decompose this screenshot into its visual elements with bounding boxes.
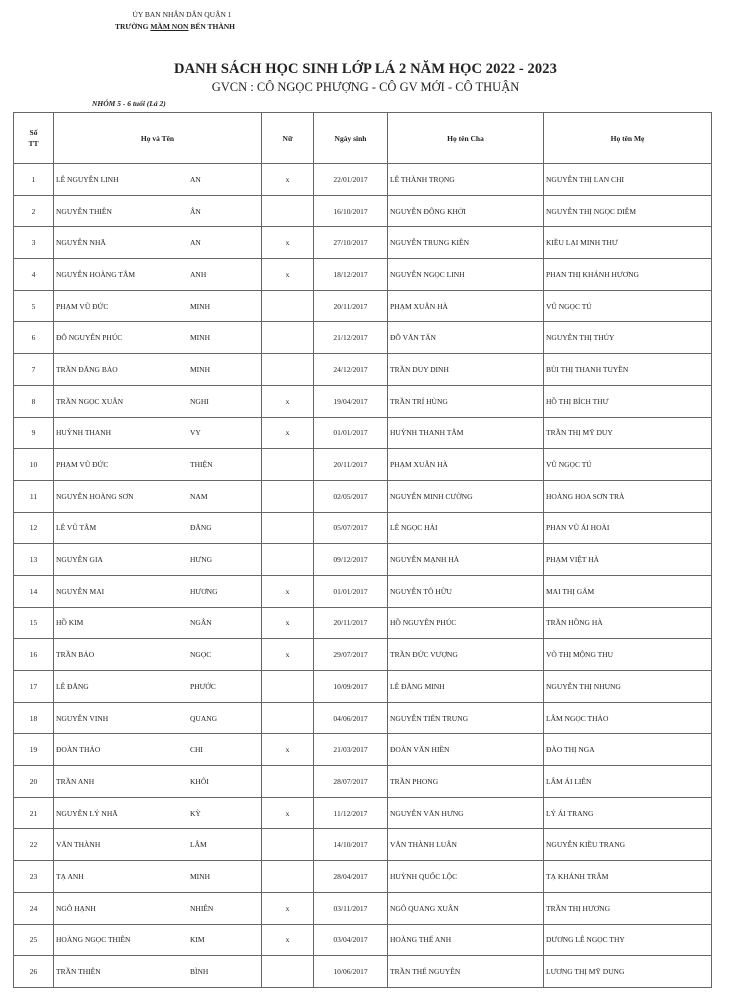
first-name: AN <box>190 238 201 248</box>
cell-mother: LƯƠNG THỊ MỸ DUNG <box>544 956 712 988</box>
table-row <box>14 829 712 861</box>
cell-father: NGUYỄN MẠNH HÀ <box>388 544 544 576</box>
cell-mother: NGUYỄN KIỀU TRANG <box>544 829 712 861</box>
cell-dob: 21/03/2017 <box>314 734 388 766</box>
cell-dob: 14/10/2017 <box>314 829 388 861</box>
cell-female <box>262 829 314 861</box>
table-row <box>14 227 712 259</box>
cell-dob: 29/07/2017 <box>314 639 388 671</box>
cell-dob: 28/07/2017 <box>314 766 388 798</box>
cell-mother: PHẠM VIỆT HÀ <box>544 544 712 576</box>
cell-dob: 01/01/2017 <box>314 417 388 449</box>
cell-father: TRẦN THẾ NGUYÊN <box>388 956 544 988</box>
cell-full-name <box>54 195 262 227</box>
cell-stt: 10 <box>14 449 54 481</box>
table-row <box>14 164 712 196</box>
cell-stt: 8 <box>14 385 54 417</box>
first-name: PHƯỚC <box>190 681 216 691</box>
cell-stt: 11 <box>14 480 54 512</box>
cell-father: TRẦN ĐỨC VƯỢNG <box>388 639 544 671</box>
cell-full-name <box>54 227 262 259</box>
cell-mother: VŨ NGỌC TÚ <box>544 290 712 322</box>
last-middle-name: NGUYỄN HOÀNG TÂM <box>56 269 136 279</box>
cell-dob: 01/01/2017 <box>314 575 388 607</box>
table-row <box>14 607 712 639</box>
first-name: NHIÊN <box>190 903 214 913</box>
cell-father: NGÔ QUANG XUÂN <box>388 892 544 924</box>
table-row <box>14 449 712 481</box>
cell-dob: 16/10/2017 <box>314 195 388 227</box>
last-middle-name: TRẦN THIÊN <box>56 967 101 977</box>
full-name <box>56 175 259 184</box>
cell-female <box>262 195 314 227</box>
full-name <box>56 523 259 532</box>
cell-mother: KIỀU LẠI MINH THƯ <box>544 227 712 259</box>
first-name: VY <box>190 428 201 438</box>
cell-female <box>262 861 314 893</box>
full-name <box>56 714 259 723</box>
cell-female <box>262 290 314 322</box>
table-row <box>14 671 712 703</box>
column-header-name: Họ và Tên <box>54 113 262 164</box>
cell-mother: TẠ KHÁNH TRÂM <box>544 861 712 893</box>
cell-mother: HỒ THỊ BÍCH THƯ <box>544 385 712 417</box>
full-name <box>56 555 259 564</box>
last-middle-name: NGUYỄN THIÊN <box>56 206 112 216</box>
cell-father: HUỲNH QUỐC LỘC <box>388 861 544 893</box>
first-name: HƯƠNG <box>190 586 218 596</box>
table-row <box>14 956 712 988</box>
table-row <box>14 892 712 924</box>
cell-stt: 3 <box>14 227 54 259</box>
cell-father: HỒ NGUYÊN PHÚC <box>388 607 544 639</box>
last-middle-name: TRẦN BẢO <box>56 650 95 660</box>
cell-stt: 16 <box>14 639 54 671</box>
cell-stt: 6 <box>14 322 54 354</box>
cell-stt: 15 <box>14 607 54 639</box>
first-name: BÌNH <box>190 967 209 977</box>
column-header-female: Nữ <box>262 113 314 164</box>
cell-female <box>262 702 314 734</box>
column-header-father: Họ tên Cha <box>388 113 544 164</box>
full-name <box>56 682 259 691</box>
cell-mother: NGUYỄN THỊ LAN CHI <box>544 164 712 196</box>
cell-stt: 20 <box>14 766 54 798</box>
cell-female: x <box>262 227 314 259</box>
cell-dob: 20/11/2017 <box>314 290 388 322</box>
cell-full-name <box>54 861 262 893</box>
full-name <box>56 460 259 469</box>
cell-dob: 02/05/2017 <box>314 480 388 512</box>
first-name: THIỆN <box>190 460 213 470</box>
full-name <box>56 270 259 279</box>
table-row <box>14 797 712 829</box>
cell-mother: LÂM ÁI LIÊN <box>544 766 712 798</box>
cell-stt: 24 <box>14 892 54 924</box>
school-name-underlined: MẦM NON <box>150 22 189 31</box>
full-name <box>56 840 259 849</box>
table-row <box>14 480 712 512</box>
cell-mother: PHAN THỊ KHÁNH HƯƠNG <box>544 259 712 291</box>
cell-dob: 09/12/2017 <box>314 544 388 576</box>
full-name <box>56 777 259 786</box>
table-row <box>14 259 712 291</box>
table-row <box>14 766 712 798</box>
cell-stt: 9 <box>14 417 54 449</box>
cell-female <box>262 354 314 386</box>
table-row <box>14 861 712 893</box>
first-name: KHÔI <box>190 776 209 786</box>
cell-father: HOÀNG THẾ ANH <box>388 924 544 956</box>
last-middle-name: PHẠM VŨ ĐỨC <box>56 460 109 470</box>
cell-full-name <box>54 322 262 354</box>
cell-mother: LÝ ÁI TRANG <box>544 797 712 829</box>
table-row <box>14 290 712 322</box>
cell-dob: 05/07/2017 <box>314 512 388 544</box>
cell-female: x <box>262 924 314 956</box>
table-row <box>14 195 712 227</box>
table-row <box>14 544 712 576</box>
cell-full-name <box>54 671 262 703</box>
cell-father: PHẠM XUÂN HÀ <box>388 290 544 322</box>
cell-stt: 17 <box>14 671 54 703</box>
cell-female <box>262 544 314 576</box>
cell-full-name <box>54 354 262 386</box>
cell-female: x <box>262 607 314 639</box>
cell-stt: 7 <box>14 354 54 386</box>
cell-female: x <box>262 164 314 196</box>
cell-stt: 21 <box>14 797 54 829</box>
first-name: MINH <box>190 364 210 374</box>
cell-father: LÊ ĐĂNG MINH <box>388 671 544 703</box>
table-header-row <box>14 113 712 164</box>
cell-father: ĐOÀN VĂN HIỀN <box>388 734 544 766</box>
cell-mother: NGUYỄN THỊ NGỌC DIỄM <box>544 195 712 227</box>
cell-father: NGUYỄN NGỌC LINH <box>388 259 544 291</box>
last-middle-name: TẠ ANH <box>56 871 84 881</box>
cell-full-name <box>54 449 262 481</box>
student-table <box>13 112 712 988</box>
cell-father: TRẦN DUY DINH <box>388 354 544 386</box>
cell-stt: 13 <box>14 544 54 576</box>
cell-full-name <box>54 892 262 924</box>
cell-full-name <box>54 956 262 988</box>
cell-dob: 20/11/2017 <box>314 607 388 639</box>
cell-mother: NGUYỄN THỊ THÚY <box>544 322 712 354</box>
cell-dob: 22/01/2017 <box>314 164 388 196</box>
full-name <box>56 967 259 976</box>
table-row <box>14 417 712 449</box>
cell-full-name <box>54 702 262 734</box>
cell-full-name <box>54 766 262 798</box>
table-row <box>14 702 712 734</box>
full-name <box>56 904 259 913</box>
cell-father: TRẦN TRÍ HÙNG <box>388 385 544 417</box>
full-name <box>56 650 259 659</box>
cell-stt: 4 <box>14 259 54 291</box>
cell-mother: PHAN VŨ ÁI HOÀI <box>544 512 712 544</box>
last-middle-name: NGUYỄN GIA <box>56 555 103 565</box>
column-header-dob: Ngày sinh <box>314 113 388 164</box>
cell-female <box>262 480 314 512</box>
table-row <box>14 734 712 766</box>
cell-female <box>262 956 314 988</box>
first-name: AN <box>190 174 201 184</box>
cell-stt: 5 <box>14 290 54 322</box>
cell-mother: MAI THỊ GẤM <box>544 575 712 607</box>
cell-female: x <box>262 259 314 291</box>
last-middle-name: ĐOÀN THẢO <box>56 745 101 755</box>
cell-father: NGUYỄN TIẾN TRUNG <box>388 702 544 734</box>
cell-full-name <box>54 575 262 607</box>
cell-stt: 26 <box>14 956 54 988</box>
last-middle-name: TRẦN ANH <box>56 776 95 786</box>
cell-full-name <box>54 797 262 829</box>
table-row <box>14 639 712 671</box>
first-name: HƯNG <box>190 555 213 565</box>
cell-father: LÊ THÀNH TRỌNG <box>388 164 544 196</box>
cell-stt: 25 <box>14 924 54 956</box>
cell-mother: DƯƠNG LÊ NGỌC THY <box>544 924 712 956</box>
full-name <box>56 333 259 342</box>
cell-mother: HOÀNG HOA SƠN TRÀ <box>544 480 712 512</box>
cell-mother: VÕ THỊ MỘNG THU <box>544 639 712 671</box>
full-name <box>56 238 259 247</box>
cell-dob: 27/10/2017 <box>314 227 388 259</box>
cell-stt: 22 <box>14 829 54 861</box>
full-name <box>56 428 259 437</box>
cell-stt: 12 <box>14 512 54 544</box>
cell-father: PHẠM XUÂN HÀ <box>388 449 544 481</box>
cell-full-name <box>54 259 262 291</box>
table-row <box>14 575 712 607</box>
full-name <box>56 809 259 818</box>
cell-female: x <box>262 797 314 829</box>
full-name <box>56 365 259 374</box>
last-middle-name: HUỲNH THANH <box>56 428 112 438</box>
first-name: QUANG <box>190 713 218 723</box>
cell-father: HUỲNH THANH TÂM <box>388 417 544 449</box>
column-header-mother: Họ tên Mẹ <box>544 113 712 164</box>
cell-full-name <box>54 164 262 196</box>
last-middle-name: NGUYỄN NHÃ <box>56 238 106 248</box>
first-name: KIM <box>190 935 205 945</box>
last-middle-name: LÊ NGUYỄN LINH <box>56 174 119 184</box>
first-name: MINH <box>190 333 210 343</box>
full-name <box>56 935 259 944</box>
page-title: DANH SÁCH HỌC SINH LỚP LÁ 2 NĂM HỌC 2022 - 2023 <box>174 61 557 77</box>
cell-father: VĂN THÀNH LUÂN <box>388 829 544 861</box>
last-middle-name: ĐỖ NGUYỄN PHÚC <box>56 333 123 343</box>
table-row <box>14 512 712 544</box>
first-name: LÂM <box>190 840 207 850</box>
cell-stt: 19 <box>14 734 54 766</box>
authority-name: ỦY BAN NHÂN DÂN QUẬN 1 <box>132 10 232 19</box>
cell-stt: 14 <box>14 575 54 607</box>
first-name: ĐĂNG <box>190 523 212 533</box>
cell-full-name <box>54 607 262 639</box>
last-middle-name: LÊ ĐĂNG <box>56 681 89 691</box>
last-middle-name: NGUYỄN LÝ NHÃ <box>56 808 118 818</box>
cell-dob: 03/11/2017 <box>314 892 388 924</box>
full-name <box>56 207 259 216</box>
cell-mother: LÂM NGỌC THẢO <box>544 702 712 734</box>
cell-full-name <box>54 544 262 576</box>
cell-father: LÊ NGỌC HẢI <box>388 512 544 544</box>
cell-mother: VŨ NGỌC TÚ <box>544 449 712 481</box>
last-middle-name: NGUYỄN VINH <box>56 713 109 723</box>
cell-full-name <box>54 734 262 766</box>
cell-full-name <box>54 512 262 544</box>
first-name: NGÂN <box>190 618 212 628</box>
last-middle-name: HỒ KIM <box>56 618 84 628</box>
teachers-line: GVCN : CÔ NGỌC PHƯỢNG - CÔ GV MỚI - CÔ THUẬN <box>211 80 520 94</box>
cell-full-name <box>54 385 262 417</box>
cell-father: NGUYỄN VĂN HƯNG <box>388 797 544 829</box>
cell-stt: 23 <box>14 861 54 893</box>
cell-female: x <box>262 575 314 607</box>
last-middle-name: NGUYỄN MAI <box>56 586 105 596</box>
cell-mother: NGUYỄN THỊ NHUNG <box>544 671 712 703</box>
cell-father: NGUYỄN TRUNG KIÊN <box>388 227 544 259</box>
cell-full-name <box>54 829 262 861</box>
cell-dob: 11/12/2017 <box>314 797 388 829</box>
table-row <box>14 385 712 417</box>
table-row <box>14 354 712 386</box>
first-name: CHI <box>190 745 203 755</box>
last-middle-name: VĂN THÀNH <box>56 840 101 850</box>
cell-mother: TRẦN HỒNG HÀ <box>544 607 712 639</box>
last-middle-name: NGUYỄN HOÀNG SƠN <box>56 491 134 501</box>
first-name: ANH <box>190 269 207 279</box>
cell-dob: 03/04/2017 <box>314 924 388 956</box>
table-row <box>14 322 712 354</box>
cell-dob: 04/06/2017 <box>314 702 388 734</box>
full-name <box>56 618 259 627</box>
cell-full-name <box>54 924 262 956</box>
cell-full-name <box>54 480 262 512</box>
cell-dob: 19/04/2017 <box>314 385 388 417</box>
first-name: NGHI <box>190 396 209 406</box>
cell-mother: TRẦN THỊ MỸ DUY <box>544 417 712 449</box>
cell-father: TRẦN PHONG <box>388 766 544 798</box>
cell-female: x <box>262 734 314 766</box>
full-name <box>56 745 259 754</box>
cell-dob: 24/12/2017 <box>314 354 388 386</box>
cell-female <box>262 766 314 798</box>
last-middle-name: TRẦN NGỌC XUÂN <box>56 396 124 406</box>
cell-dob: 10/06/2017 <box>314 956 388 988</box>
cell-stt: 2 <box>14 195 54 227</box>
cell-father: NGUYỄN TÔ HỮU <box>388 575 544 607</box>
first-name: KỲ <box>190 808 201 818</box>
school-name: TRƯỜNG MẦM NON BẾN THÀNH <box>114 22 236 31</box>
cell-female <box>262 449 314 481</box>
cell-female <box>262 322 314 354</box>
last-middle-name: TRẦN ĐĂNG BẢO <box>56 364 118 374</box>
cell-stt: 18 <box>14 702 54 734</box>
cell-dob: 18/12/2017 <box>314 259 388 291</box>
full-name <box>56 492 259 501</box>
last-middle-name: HOÀNG NGỌC THIÊN <box>56 935 131 945</box>
cell-female <box>262 671 314 703</box>
document-header <box>114 9 246 33</box>
full-name <box>56 302 259 311</box>
cell-female: x <box>262 417 314 449</box>
cell-full-name <box>54 417 262 449</box>
cell-dob: 10/09/2017 <box>314 671 388 703</box>
cell-female: x <box>262 892 314 924</box>
cell-stt: 1 <box>14 164 54 196</box>
first-name: MINH <box>190 871 210 881</box>
table-row <box>14 924 712 956</box>
cell-mother: TRẦN THỊ HƯƠNG <box>544 892 712 924</box>
first-name: NAM <box>190 491 208 501</box>
cell-father: NGUYỄN MINH CƯỜNG <box>388 480 544 512</box>
cell-female <box>262 512 314 544</box>
cell-dob: 20/11/2017 <box>314 449 388 481</box>
first-name: ÂN <box>190 206 201 216</box>
cell-mother: BÙI THỊ THANH TUYỀN <box>544 354 712 386</box>
column-header-stt: Số TT <box>14 113 54 164</box>
cell-mother: ĐÀO THỊ NGA <box>544 734 712 766</box>
last-middle-name: LÊ VŨ TÂM <box>56 523 97 533</box>
last-middle-name: NGÔ HẠNH <box>56 903 96 913</box>
cell-dob: 21/12/2017 <box>314 322 388 354</box>
cell-father: NGUYỄN ĐÔNG KHỞI <box>388 195 544 227</box>
cell-full-name <box>54 639 262 671</box>
cell-father: ĐỖ VĂN TẤN <box>388 322 544 354</box>
cell-female: x <box>262 385 314 417</box>
first-name: MINH <box>190 301 210 311</box>
cell-dob: 28/04/2017 <box>314 861 388 893</box>
full-name <box>56 872 259 881</box>
full-name <box>56 587 259 596</box>
group-label: NHÓM 5 - 6 tuổi (Lá 2) <box>92 99 166 108</box>
last-middle-name: PHẠM VŨ ĐỨC <box>56 301 109 311</box>
cell-female: x <box>262 639 314 671</box>
cell-full-name <box>54 290 262 322</box>
full-name <box>56 397 259 406</box>
first-name: NGỌC <box>190 650 212 660</box>
